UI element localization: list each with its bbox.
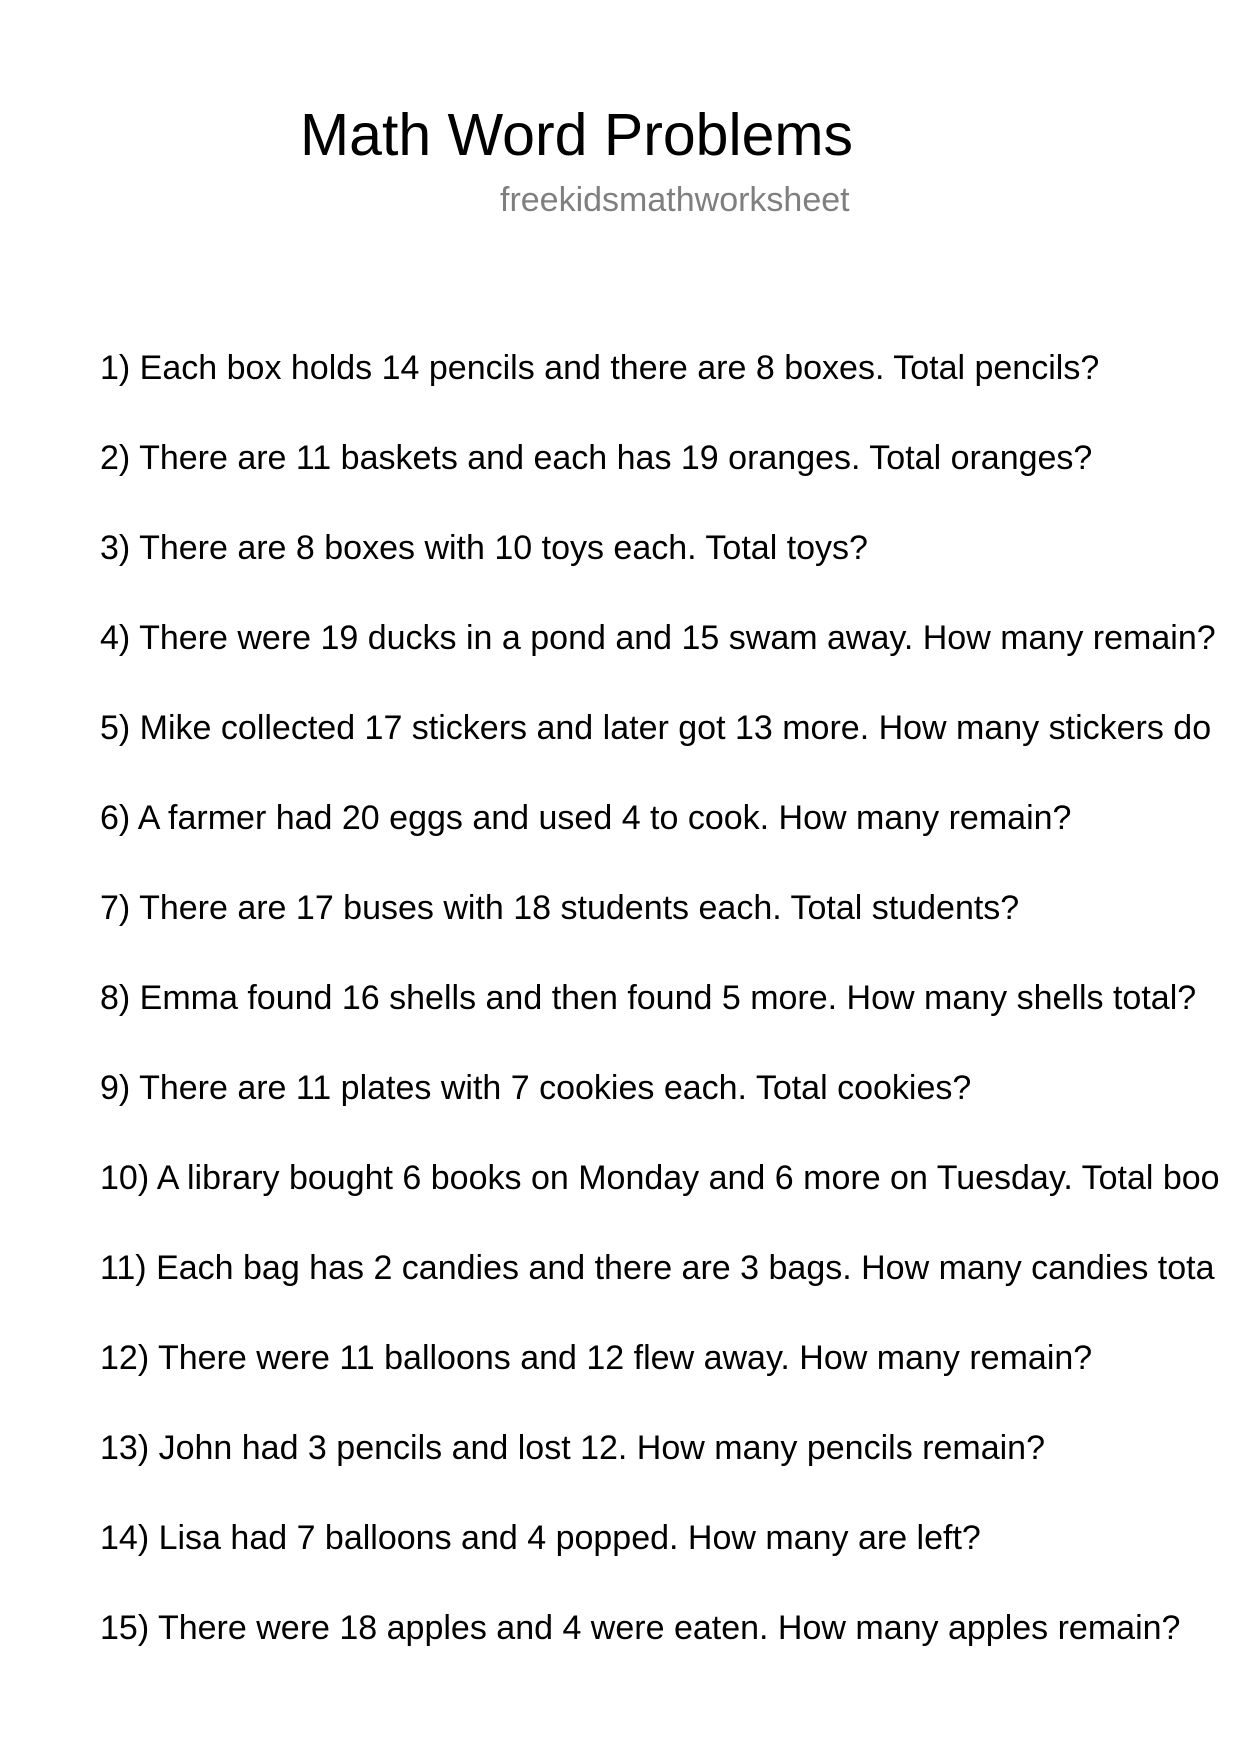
problem-item: 3) There are 8 boxes with 10 toys each. Total toys? [100, 529, 868, 567]
problem-item: 7) There are 17 buses with 18 students each. Total students? [100, 889, 1020, 927]
problem-item: 10) A library bought 6 books on Monday and 6 more on Tuesday. Total boo [100, 1159, 1220, 1197]
problem-item: 11) Each bag has 2 candies and there are 3 bags. How many candies tota [100, 1249, 1215, 1287]
problem-item: 9) There are 11 plates with 7 cookies each. Total cookies? [100, 1069, 972, 1107]
page-subtitle: freekidsmathworksheet [500, 181, 850, 219]
problem-item: 12) There were 11 balloons and 12 flew away. How many remain? [100, 1339, 1093, 1377]
problem-list [100, 348, 1240, 1698]
problem-item: 4) There were 19 ducks in a pond and 15 swam away. How many remain? [100, 619, 1216, 657]
problem-item: 5) Mike collected 17 stickers and later got 13 more. How many stickers do [100, 709, 1212, 747]
problem-item: 8) Emma found 16 shells and then found 5 more. How many shells total? [100, 979, 1197, 1017]
page-title: Math Word Problems [300, 102, 854, 168]
problem-item: 1) Each box holds 14 pencils and there are 8 boxes. Total pencils? [100, 349, 1100, 387]
problem-item: 14) Lisa had 7 balloons and 4 popped. How many are left? [100, 1519, 981, 1557]
problem-item: 13) John had 3 pencils and lost 12. How many pencils remain? [100, 1429, 1045, 1467]
problem-item: 15) There were 18 apples and 4 were eaten. How many apples remain? [100, 1609, 1181, 1647]
problem-item: 2) There are 11 baskets and each has 19 oranges. Total oranges? [100, 439, 1093, 477]
problem-item: 6) A farmer had 20 eggs and used 4 to cook. How many remain? [100, 799, 1072, 837]
